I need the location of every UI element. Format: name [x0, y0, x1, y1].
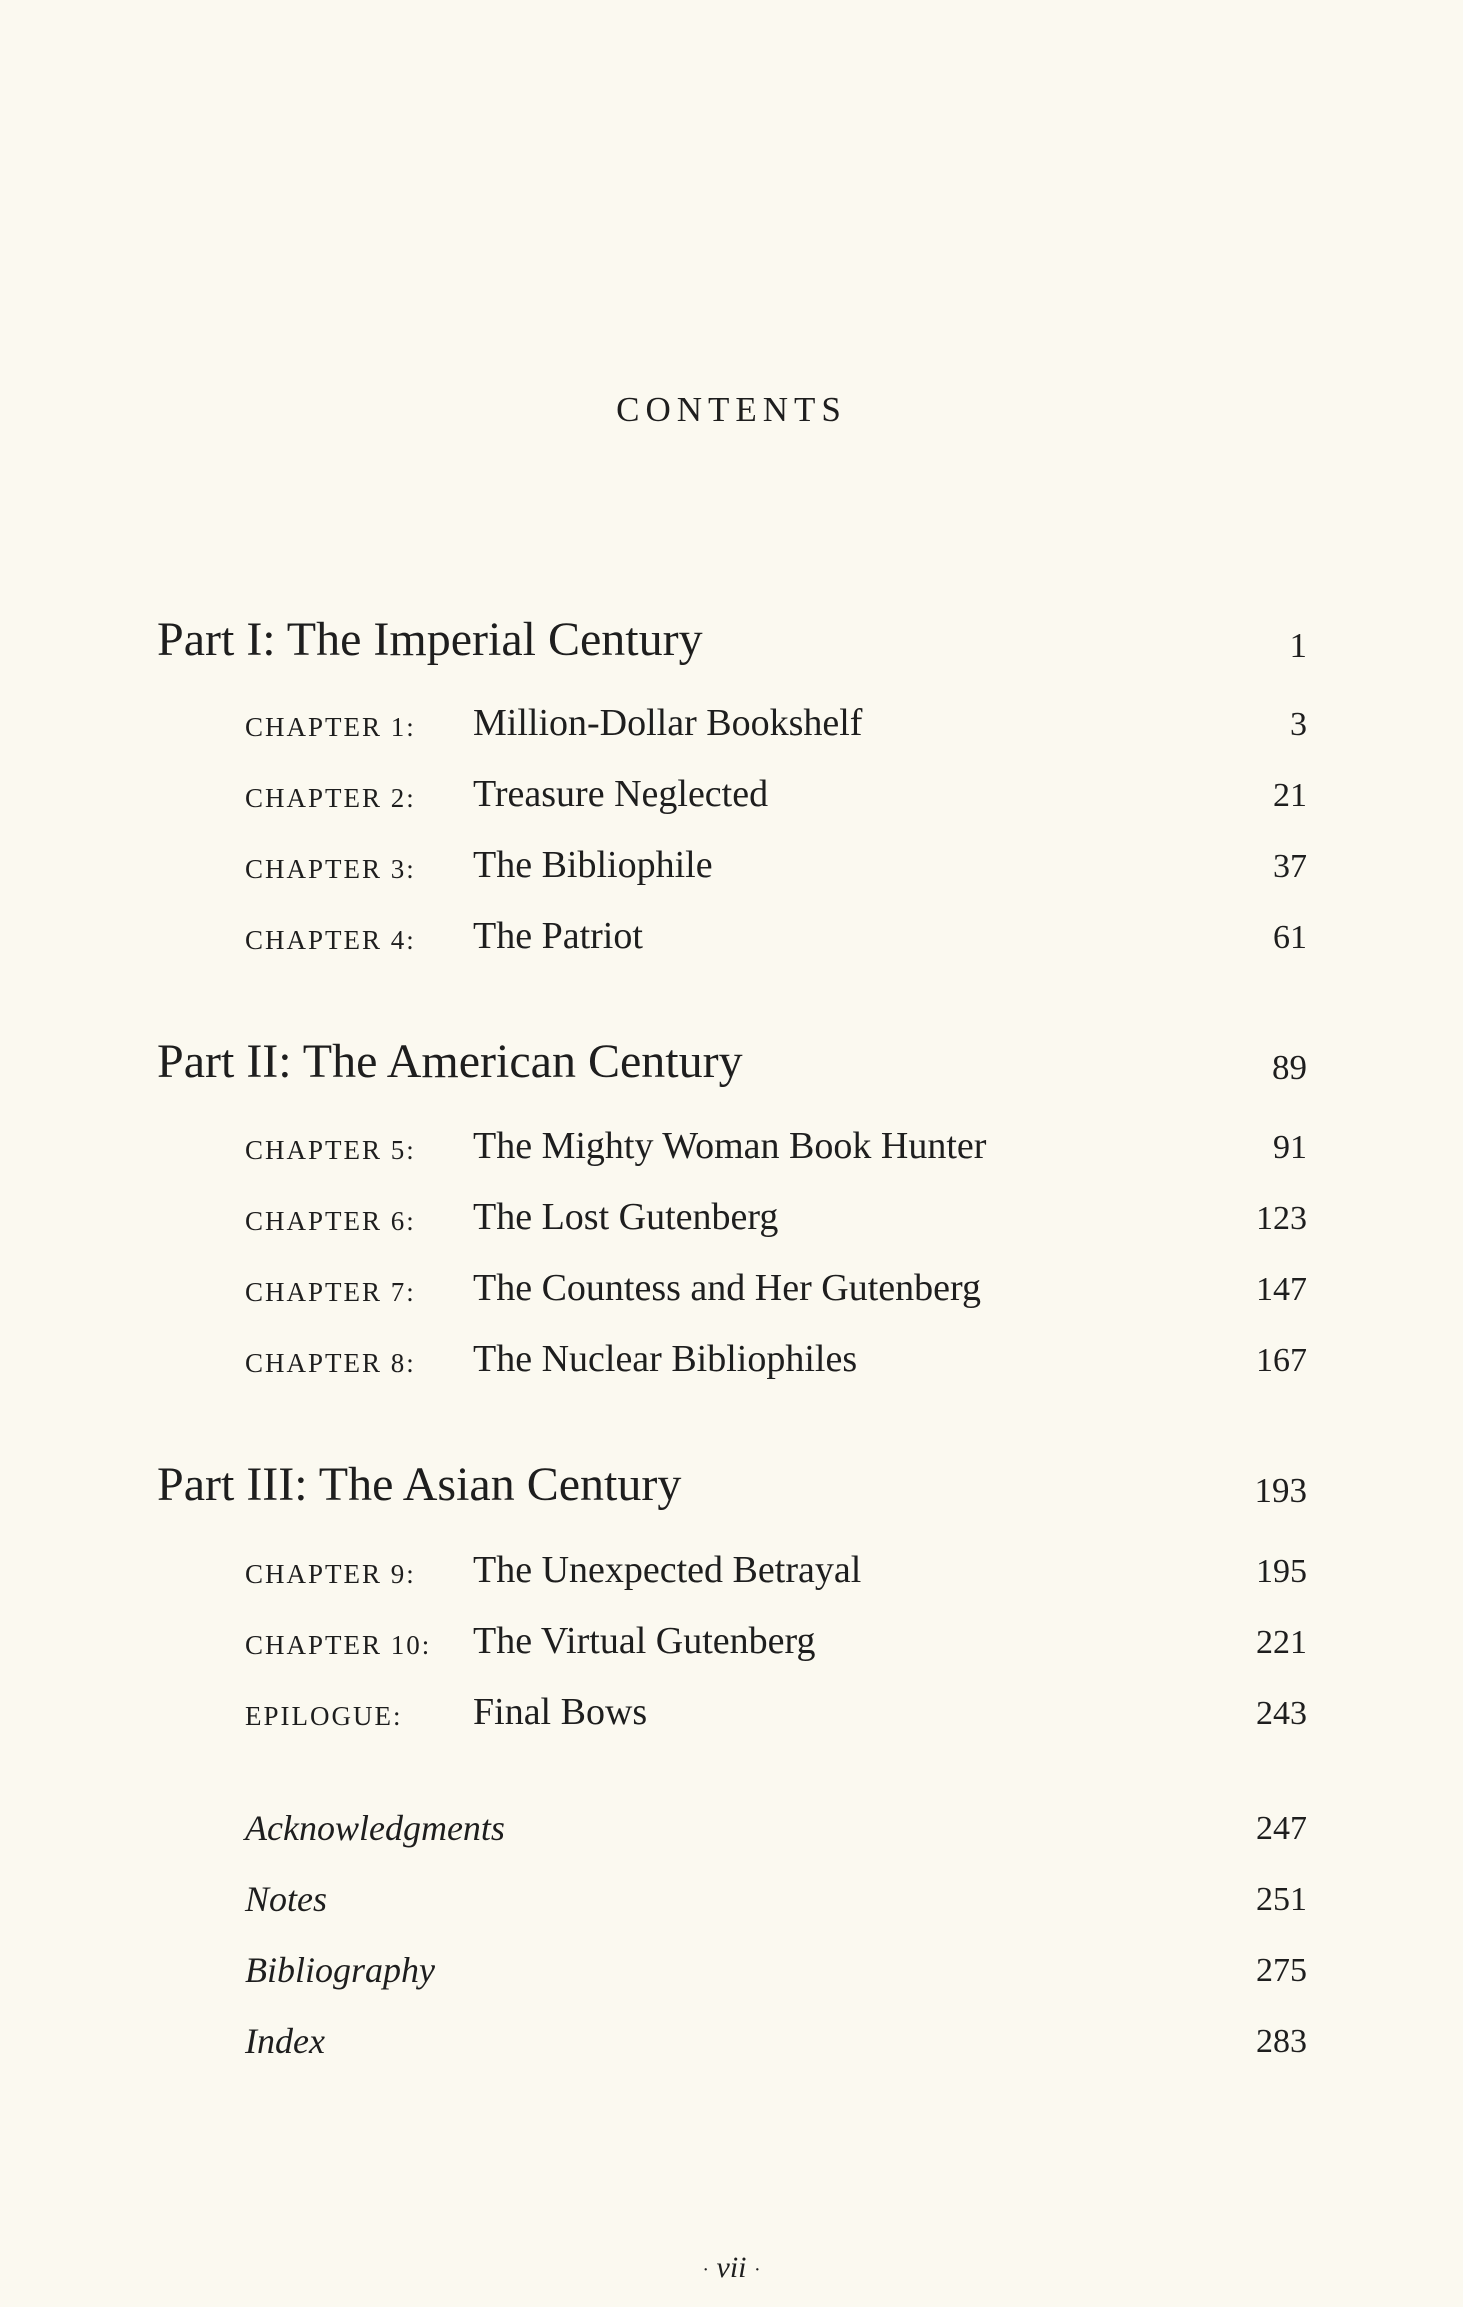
back-matter-entry: [245, 2013, 1307, 2063]
chapter-label: CHAPTER 10:: [245, 1630, 432, 1660]
back-matter-entry: [245, 1800, 1307, 1850]
back-matter-page-number: 283: [1256, 2023, 1307, 2060]
back-matter-title: Acknowledgments: [245, 1808, 505, 1848]
page-folio: [0, 2248, 1463, 2290]
chapter-entry: [245, 1190, 1307, 1240]
chapter-page-number: 147: [1256, 1271, 1307, 1308]
chapter-title: The Bibliophile: [473, 844, 713, 886]
part-heading: [157, 1030, 1307, 1090]
part-title: Part I: The Imperial Century: [157, 613, 703, 666]
chapter-page-number: 123: [1256, 1200, 1307, 1237]
folio-dot-right: ·: [754, 2259, 761, 2282]
chapter-entry: [245, 696, 1307, 746]
chapter-title: The Patriot: [473, 915, 643, 957]
chapter-label: CHAPTER 4:: [245, 925, 416, 955]
chapter-page-number: 3: [1290, 706, 1307, 743]
chapter-title: Final Bows: [473, 1691, 648, 1733]
chapter-label: CHAPTER 9:: [245, 1559, 416, 1589]
chapter-entry: [245, 1119, 1307, 1169]
chapter-entry: [245, 838, 1307, 888]
chapter-page-number: 195: [1256, 1553, 1307, 1590]
chapter-page-number: 243: [1256, 1695, 1307, 1732]
chapter-page-number: 21: [1273, 777, 1307, 814]
chapter-title: The Mighty Woman Book Hunter: [473, 1125, 987, 1167]
chapter-entry: [245, 1332, 1307, 1382]
back-matter-page-number: 251: [1256, 1881, 1307, 1918]
back-matter-title: Index: [245, 2021, 325, 2061]
chapter-page-number: 37: [1273, 848, 1307, 885]
chapter-page-number: 167: [1256, 1342, 1307, 1379]
chapter-title: Million-Dollar Bookshelf: [473, 702, 863, 744]
back-matter-entry: [245, 1942, 1307, 1992]
chapter-label: CHAPTER 7:: [245, 1277, 416, 1307]
part-page-number: 193: [1254, 1471, 1307, 1510]
chapter-entry: [245, 1543, 1307, 1593]
chapter-label: CHAPTER 8:: [245, 1348, 416, 1378]
chapter-page-number: 91: [1273, 1129, 1307, 1166]
chapter-title: The Nuclear Bibliophiles: [473, 1338, 858, 1380]
back-matter-title: Notes: [245, 1879, 328, 1919]
chapter-page-number: 221: [1256, 1624, 1307, 1661]
chapter-label: CHAPTER 6:: [245, 1206, 416, 1236]
part-title: Part II: The American Century: [157, 1035, 743, 1088]
back-matter-title: Bibliography: [245, 1950, 435, 1990]
epilogue-entry: [245, 1685, 1307, 1735]
chapter-page-number: 61: [1273, 919, 1307, 956]
chapter-title: Treasure Neglected: [473, 773, 769, 815]
chapter-label: CHAPTER 3:: [245, 854, 416, 884]
chapter-entry: [245, 1614, 1307, 1664]
back-matter-entry: [245, 1871, 1307, 1921]
chapter-title: The Countess and Her Gutenberg: [473, 1267, 981, 1309]
folio-dot-left: ·: [702, 2259, 709, 2282]
chapter-title: The Unexpected Betrayal: [473, 1549, 862, 1591]
back-matter-page-number: 247: [1256, 1810, 1307, 1847]
page-title: CONTENTS: [616, 390, 847, 429]
chapter-title: The Virtual Gutenberg: [473, 1620, 816, 1662]
chapter-label: CHAPTER 1:: [245, 712, 416, 742]
chapter-entry: [245, 1261, 1307, 1311]
chapter-title: The Lost Gutenberg: [473, 1196, 779, 1238]
part-page-number: 89: [1272, 1048, 1307, 1087]
chapter-entry: [245, 767, 1307, 817]
chapter-label: EPILOGUE:: [245, 1701, 403, 1731]
part-title: Part III: The Asian Century: [157, 1458, 682, 1511]
back-matter-page-number: 275: [1256, 1952, 1307, 1989]
chapter-entry: [245, 909, 1307, 959]
chapter-label: CHAPTER 2:: [245, 783, 416, 813]
chapter-label: CHAPTER 5:: [245, 1135, 416, 1165]
part-page-number: 1: [1289, 626, 1307, 665]
part-heading: [157, 608, 1307, 668]
part-heading: [157, 1453, 1307, 1513]
folio-number: vii: [716, 2251, 747, 2284]
